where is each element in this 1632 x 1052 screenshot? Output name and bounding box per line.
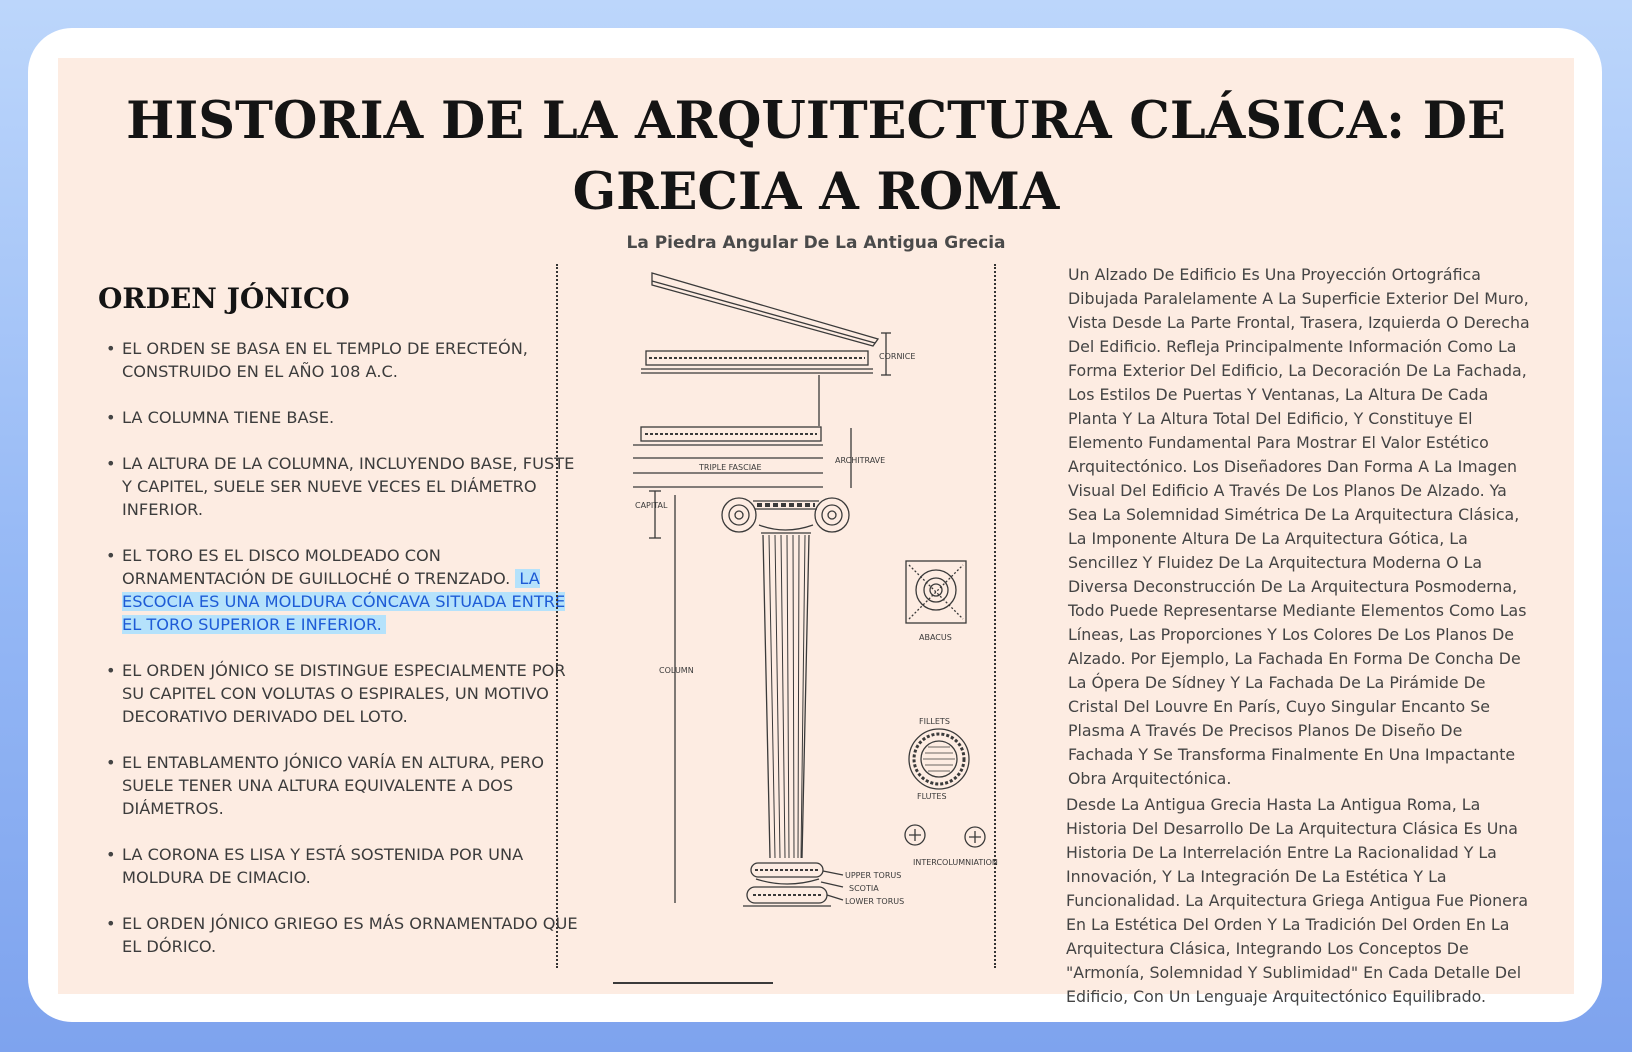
- highlighted-text[interactable]: LA ESCOCIA ES UNA MOLDURA CÓNCAVA SITUADA ENTRE EL TORO SUPERIOR E INFERIOR.: [122, 569, 566, 634]
- leader-line: [823, 871, 843, 875]
- volute-right: [815, 498, 849, 532]
- shaft-section-hatch: [923, 747, 955, 771]
- list-item: • LA CORONA ES LISA Y ESTÁ SOSTENIDA POR UNA MOLDURA DE CIMACIO.: [98, 843, 578, 889]
- label-upper-torus: UPPER TORUS: [845, 871, 902, 880]
- base-scotia: [756, 879, 819, 884]
- intercolumniation-marker: [909, 829, 921, 841]
- ionic-order-section: [98, 268, 578, 981]
- list-item: [98, 544, 578, 636]
- abacus-hatch: [909, 565, 963, 619]
- column-divider-left: [556, 264, 558, 968]
- label-architrave: ARCHITRAVE: [835, 456, 886, 465]
- abacus-detail: [924, 578, 948, 602]
- intercolumniation-marker: [969, 831, 981, 843]
- label-lower-torus: LOWER TORUS: [845, 897, 905, 906]
- label-flutes: FLUTES: [917, 792, 947, 801]
- list-item: • EL ORDEN JÓNICO GRIEGO ES MÁS ORNAMENTADO QUE EL DÓRICO.: [98, 912, 578, 958]
- elevation-text-column: [1068, 263, 1530, 1009]
- leader-line: [827, 895, 843, 900]
- ionic-points-list: [98, 337, 578, 958]
- document-page: [58, 58, 1574, 1006]
- pediment-edge: [652, 281, 875, 343]
- body-paragraph: Desde La Antigua Grecia Hasta La Antigua Roma, La Historia Del Desarrollo De La Arquitectura Clásica Es Una Historia De La Interrelación Entre La Racionalidad Y La Innovación, Y La Integración De La Estética Y La Funcionalidad. La Arquitectura Griega Antigua Fue Pionera En La Estética Del Orden Y La Tradición Del Orden En La Arquitectura Clásica, Integrando Los Conceptos De "Armonía, Solemnidad Y Sublimidad" En Cada Detalle Del Edificio, Con Un Lenguaje Arquitectónico Equilibrado.: [1066, 795, 1529, 1006]
- page-subtitle: La Piedra Angular De La Antigua Grecia: [626, 233, 1006, 253]
- label-triple-fasciae: TRIPLE FASCIAE: [699, 463, 762, 472]
- column-divider-right: [994, 264, 996, 968]
- page-title: HISTORIA DE LA ARQUITECTURA CLÁSICA: DE GRECIA A ROMA: [126, 91, 1506, 222]
- abacus-detail: [930, 584, 942, 596]
- volute-left: [729, 505, 749, 525]
- list-item: • LA ALTURA DE LA COLUMNA, INCLUYENDO BASE, FUSTE Y CAPITEL, SUELE SER NUEVE VECES EL DIÁMETRO INFERIOR.: [98, 452, 578, 521]
- list-item: • LA COLUMNA TIENE BASE.: [98, 406, 578, 429]
- ionic-column-drawing: [583, 263, 1023, 993]
- abacus-detail: [916, 570, 956, 610]
- capital-necking: [759, 525, 813, 533]
- volute-right: [828, 511, 836, 519]
- volute-left: [722, 498, 756, 532]
- label-capital: CAPITAL: [635, 501, 668, 510]
- label-scotia: SCOTIA: [849, 884, 879, 893]
- volute-left: [735, 511, 743, 519]
- label-fillets: FILLETS: [919, 717, 950, 726]
- body-paragraph: Un Alzado De Edificio Es Una Proyección Ortográfica Dibujada Paralelamente A La Superficie Exterior Del Muro, Vista Desde La Parte Frontal, Trasera, Izquierda O Derecha Del Edificio. Refleja Principalmente Información Como La Forma Exterior Del Edificio, La Decoración De La Fachada, Los Estilos De Puertas Y Ventanas, La Altura De Cada Planta Y La Altura Total Del Edificio, Y Constituye El Elemento Fundamental Para Mostrar El Valor Estético Arquitectónico. Los Diseñadores Dan Forma A La Imagen Visual Del Edificio A Través De Los Planos De Alzado. Ya Sea La Solemnidad Simétrica De La Arquitectura Clásica, La Imponente Altura De La Arquitectura Gótica, La Sencillez Y Fluidez De La Arquitectura Moderna O La Diversa Deconstrucción De La Arquitectura Posmoderna, Todo Puede Representarse Mediante Elementos Como Las Líneas, Las Proporciones Y Los Colores De Los Planos De Alzado. Por Ejemplo, La Fachada En Forma De Concha De La Ópera De Sídney Y La Fachada De La Pirámide De Cristal Del Louvre En París, Cuyo Singular Encanto Se Plasma A Través De Precisos Planos De Diseño De Fachada Y Se Transforma Finalmente En Una Impactante Obra Arquitectónica.: [1068, 265, 1530, 788]
- label-column: COLUMN: [659, 666, 694, 675]
- leader-line: [821, 882, 843, 887]
- label-intercolumniation: INTERCOLUMNIATION: [913, 858, 998, 867]
- column-flutes: [769, 535, 805, 858]
- section-heading: ORDEN JÓNICO: [98, 282, 350, 315]
- label-abacus: ABACUS: [919, 633, 952, 642]
- label-cornice: CORNICE: [879, 352, 916, 361]
- list-item-text: EL TORO ES EL DISCO MOLDEADO CON ORNAMENTACIÓN DE GUILLOCHÉ O TRENZADO.: [122, 546, 516, 588]
- list-item: • EL ENTABLAMENTO JÓNICO VARÍA EN ALTURA, PERO SUELE TENER UNA ALTURA EQUIVALENTE A DOS DIÁMETROS.: [98, 751, 578, 820]
- ionic-column-diagram: [583, 263, 1023, 993]
- list-item: • EL ORDEN SE BASA EN EL TEMPLO DE ERECTEÓN, CONSTRUIDO EN EL AÑO 108 A.C.: [98, 337, 578, 383]
- base-ornament: [753, 870, 821, 895]
- volute-right: [822, 505, 842, 525]
- list-item: • EL ORDEN JÓNICO SE DISTINGUE ESPECIALMENTE POR SU CAPITEL CON VOLUTAS O ESPIRALES, UN MOTIVO DECORATIVO DERIVADO DEL LOTO.: [98, 659, 578, 728]
